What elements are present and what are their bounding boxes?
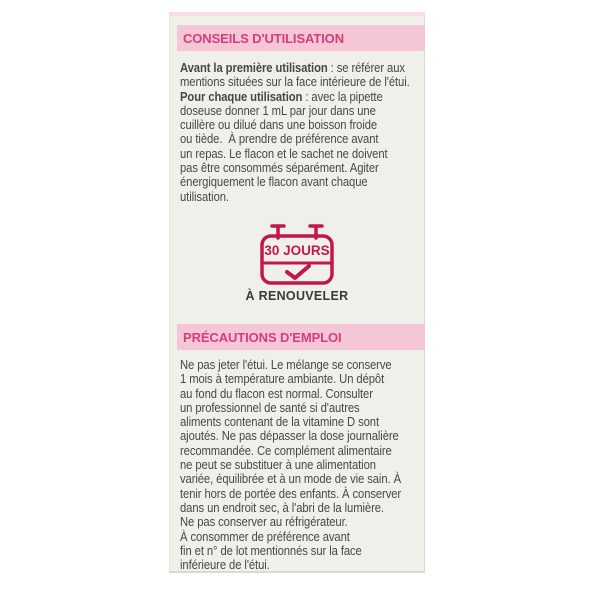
precautions-text [180, 358, 401, 572]
text-line: inférieure de l'étui. [180, 558, 270, 573]
text-line: dans un endroit sec, à l'abri de la lumière. [180, 500, 384, 515]
text-line: Ne pas jeter l'étui. Le mélange se conserve [180, 358, 392, 372]
text-line: mentions situées sur la face intérieure de l'étui. [180, 75, 410, 90]
checkmark-icon [287, 266, 309, 278]
calendar-days-label: 30 JOURS [264, 243, 330, 258]
panel-top-edge [169, 12, 425, 16]
text-line: Avant la première utilisation : se référer aux [180, 61, 405, 75]
usage-instructions-text [180, 61, 410, 204]
text-line: utilisation. [180, 189, 229, 204]
text-line: pas être consommés séparément. Agiter [180, 161, 379, 176]
text-line: au fond du flacon est normal. Consulter [180, 386, 373, 401]
section-header-label: PRÉCAUTIONS D'EMPLOI [183, 329, 342, 345]
section-header-conseils [177, 25, 425, 51]
text-line: ou tiède. À prendre de préférence avant [180, 132, 379, 147]
text-line: À consommer de préférence avant [180, 529, 350, 544]
text-line: 1 mois à température ambiante. Un dépôt [180, 372, 385, 387]
renewal-caption: À RENOUVELER [245, 289, 349, 303]
section-header-label: CONSEILS D'UTILISATION [183, 30, 344, 46]
text-line: un professionnel de santé si d'autres [180, 400, 360, 415]
text-line: recommandée. Ce complément alimentaire [180, 443, 392, 458]
box-back-panel [169, 12, 425, 573]
text-line: variée, équilibrée et à un mode de vie sain. À [180, 472, 402, 487]
text-line: aliments contenant de la vitamine D sont [180, 415, 380, 430]
text-line: doseuse donner 1 mL par jour dans une [180, 103, 376, 118]
text-line: Ne pas conserver au réfrigérateur. [180, 515, 348, 530]
text-line: ne peut se substituer à une alimentation [180, 458, 376, 473]
text-line: tenir hors de portée des enfants. À conserver [180, 486, 402, 501]
text-line: fin et n° de lot mentionnés sur la face [180, 543, 362, 558]
calendar-30-jours-icon [259, 222, 335, 286]
text-line: cuillère ou dilué dans une boisson froide [180, 118, 378, 133]
text-line: un repas. Le flacon et le sachet ne doivent [180, 146, 388, 161]
text-line: ajoutés. Ne pas dépasser la dose journalière [180, 429, 399, 444]
section-header-precautions [177, 324, 425, 350]
text-line: énergiquement le flacon avant chaque [180, 175, 368, 190]
text-line: Pour chaque utilisation : avec la pipette [180, 89, 383, 104]
